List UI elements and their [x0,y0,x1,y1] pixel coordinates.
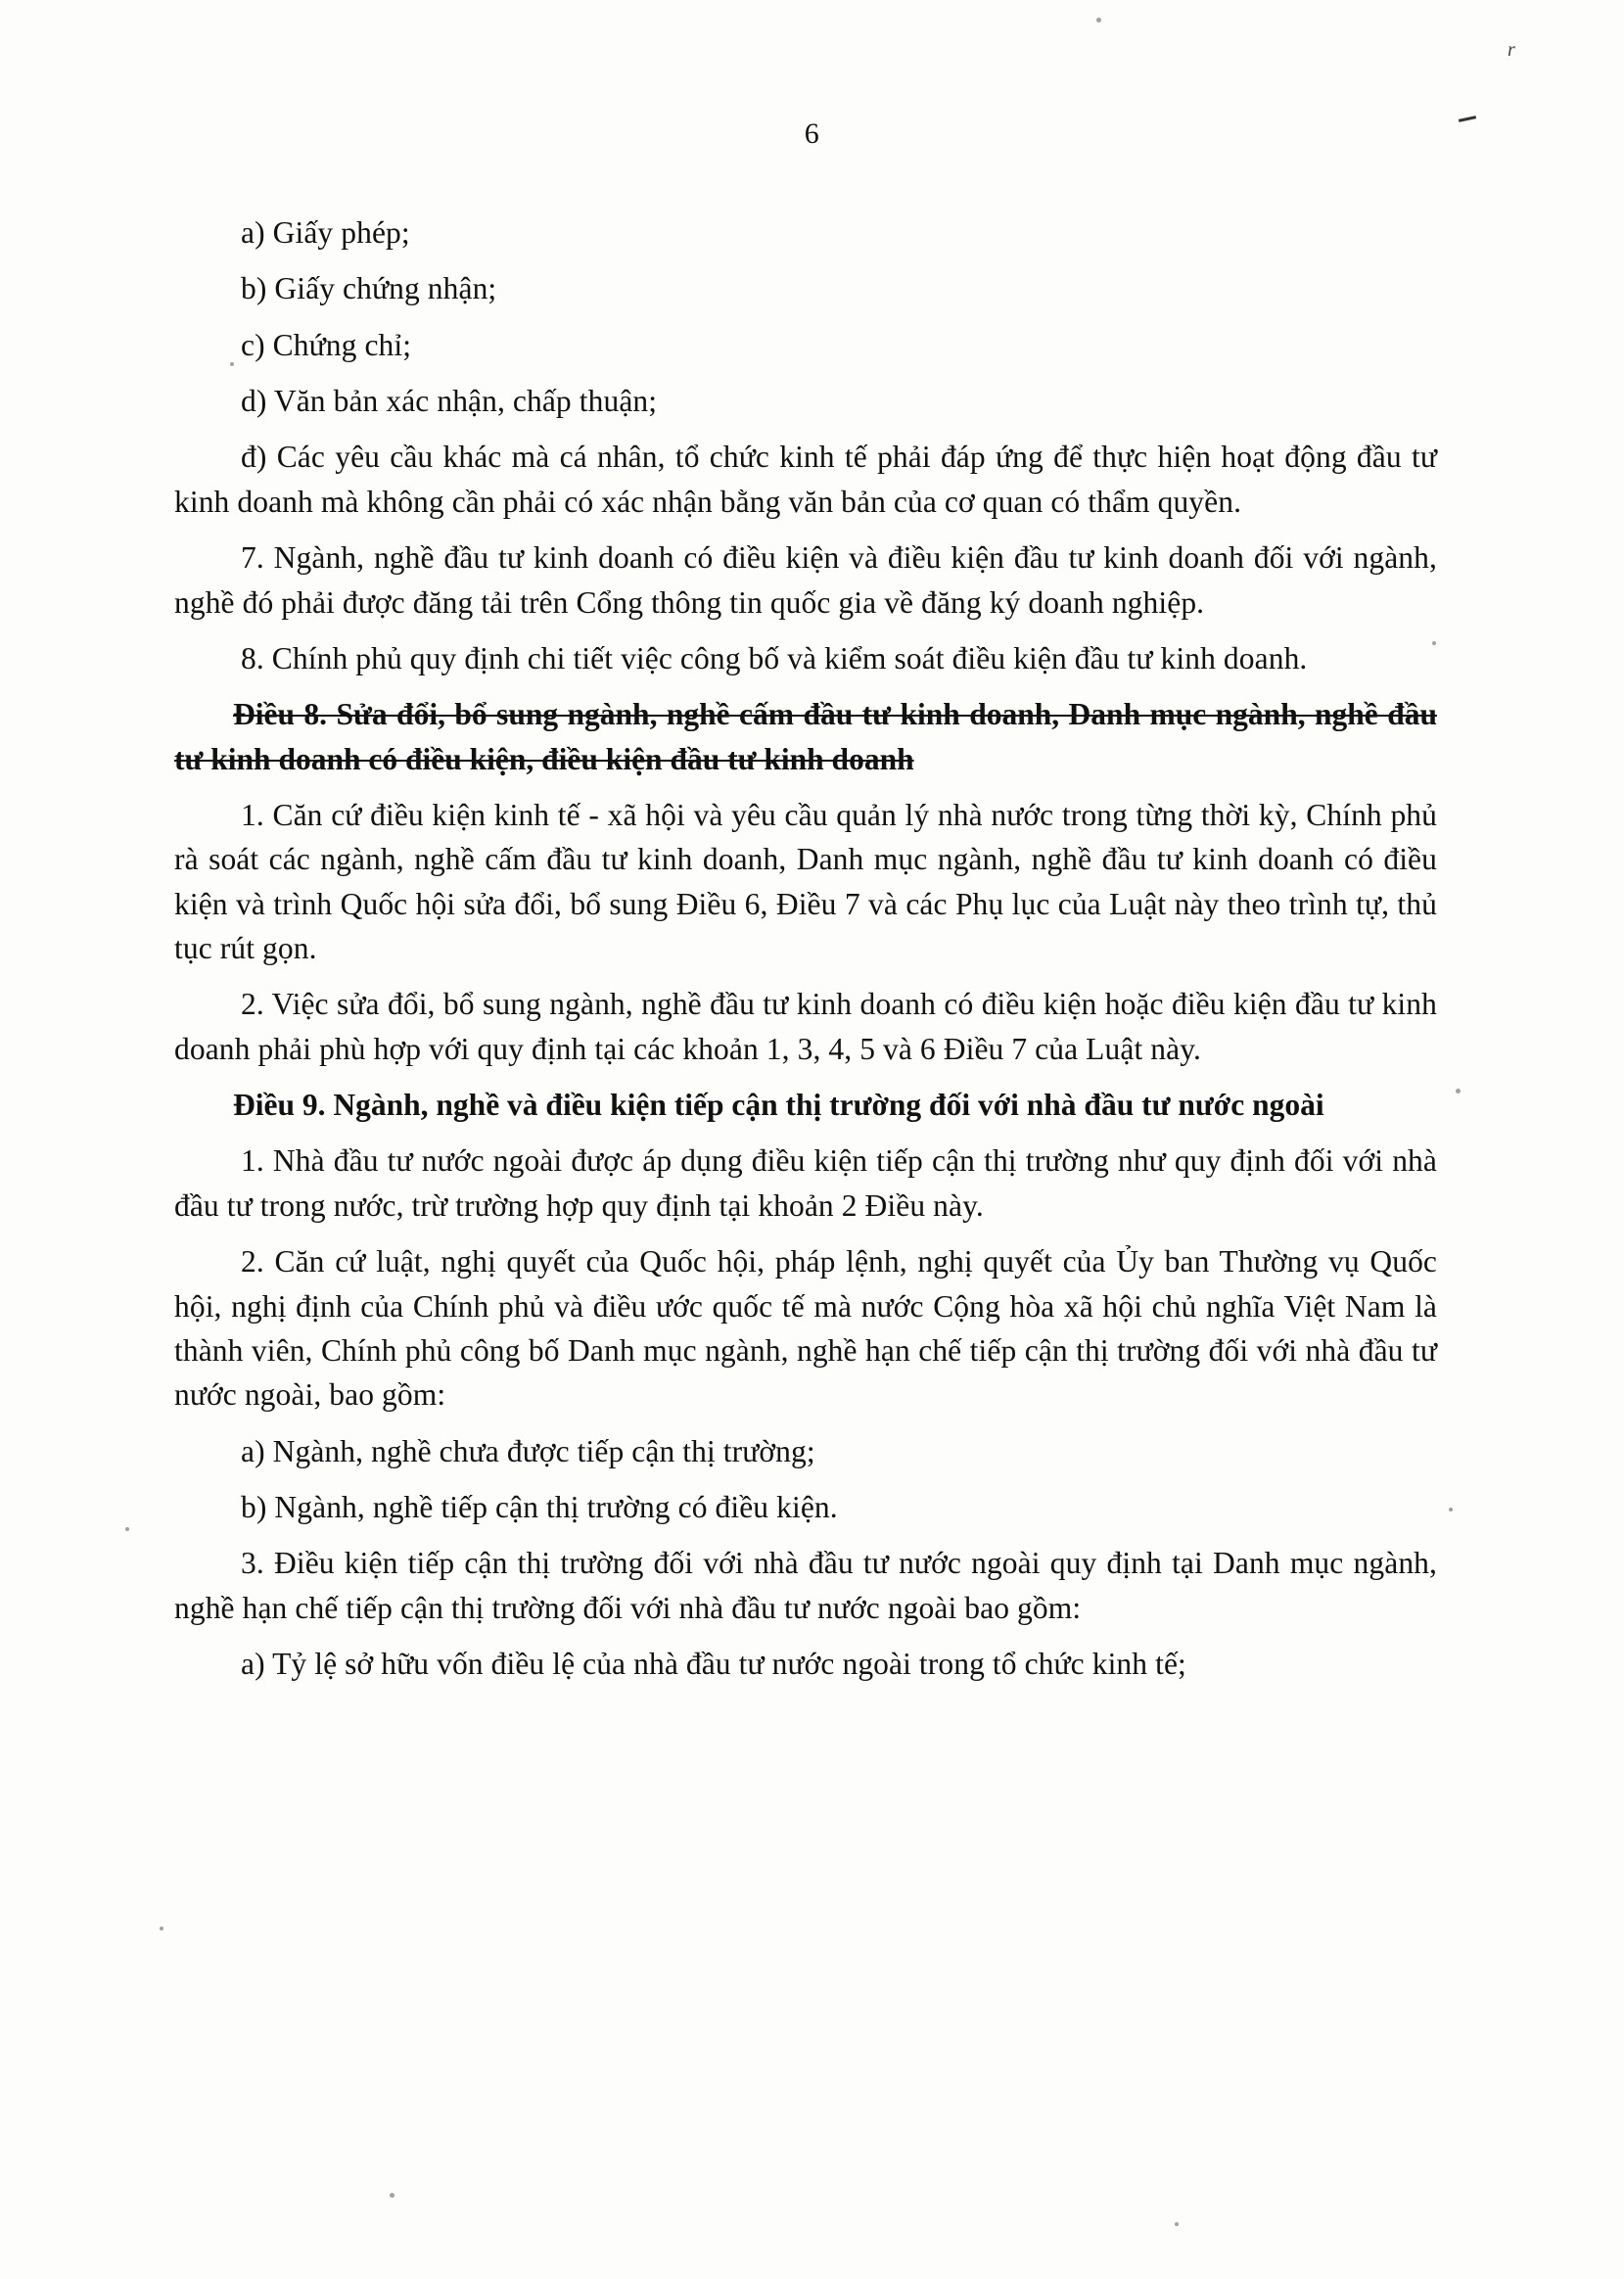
paragraph-a-giay-phep: a) Giấy phép; [241,215,410,250]
document-body [174,210,1437,1698]
paragraph-b-giay-chung-nhan: b) Giấy chứng nhận; [241,271,497,306]
scan-speck [1456,1089,1461,1093]
scan-speck [1175,2222,1179,2226]
page-number: 6 [804,117,820,150]
paragraph-dieu-9-khoan-2-b: b) Ngành, nghề tiếp cận thị trường có điều kiện. [241,1489,838,1524]
scan-speck [125,1527,129,1531]
scan-speck [1096,18,1101,23]
paragraph-c-chung-chi: c) Chứng chỉ; [241,327,412,362]
paragraph-khoan-7: 7. Ngành, nghề đầu tư kinh doanh có điều kiện và điều kiện đầu tư kinh doanh đối với ngành, nghề đó phải được đăng tải trên Cổng thông tin quốc gia về đăng ký doanh nghiệp. [174,540,1437,620]
paragraph-dieu-8-khoan-1: 1. Căn cứ điều kiện kinh tế - xã hội và yêu cầu quản lý nhà nước trong từng thời kỳ, Chính phủ rà soát các ngành, nghề cấm đầu tư kinh doanh, Danh mục ngành, nghề đầu tư kinh doanh có điều kiện và trình Quốc hội sửa đổi, bổ sung Điều 6, Điều 7 và các Phụ lục của Luật này theo trình tự, thủ tục rút gọn. [174,797,1437,966]
scan-speck [160,1927,163,1930]
scan-speck [230,362,234,366]
scan-speck [390,2193,394,2198]
paragraph-dieu-9-khoan-3-a: a) Tỷ lệ sở hữu vốn điều lệ của nhà đầu tư nước ngoài trong tổ chức kinh tế; [241,1647,1186,1682]
paragraph-dieu-9-khoan-1: 1. Nhà đầu tư nước ngoài được áp dụng điều kiện tiếp cận thị trường như quy định đối với nhà đầu tư trong nước, trừ trường hợp quy định tại khoản 2 Điều này. [174,1143,1437,1223]
paragraph-dd-cac-yeu-cau-khac: đ) Các yêu cầu khác mà cá nhân, tổ chức kinh tế phải đáp ứng để thực hiện hoạt động đầu tư kinh doanh mà không cần phải có xác nhận bằng văn bản của cơ quan có thẩm quyền. [174,440,1437,519]
paragraph-khoan-8: 8. Chính phủ quy định chi tiết việc công bố và kiểm soát điều kiện đầu tư kinh doanh. [241,640,1308,675]
paragraph-dieu-8-khoan-2: 2. Việc sửa đổi, bổ sung ngành, nghề đầu tư kinh doanh có điều kiện hoặc điều kiện đầu tư kinh doanh phải phù hợp với quy định tại các khoản 1, 3, 4, 5 và 6 Điều 7 của Luật này. [174,987,1437,1066]
paragraph-dieu-9-khoan-2: 2. Căn cứ luật, nghị quyết của Quốc hội, pháp lệnh, nghị quyết của Ủy ban Thường vụ Quốc hội, nghị định của Chính phủ và điều ước quốc tế mà nước Cộng hòa xã hội chủ nghĩa Việt Nam là thành viên, Chính phủ công bố Danh mục ngành, nghề hạn chế tiếp cận thị trường đối với nhà đầu tư nước ngoài, bao gồm: [174,1244,1437,1413]
scan-speck [1449,1508,1453,1512]
paragraph-dieu-9-khoan-3: 3. Điều kiện tiếp cận thị trường đối với nhà đầu tư nước ngoài quy định tại Danh mục ngành, nghề hạn chế tiếp cận thị trường đối với nhà đầu tư nước ngoài bao gồm: [174,1546,1437,1625]
margin-annotation-icon: r [1508,39,1515,61]
paragraph-dieu-9-khoan-2-a: a) Ngành, nghề chưa được tiếp cận thị trường; [241,1433,815,1468]
heading-dieu-8: Điều 8. Sửa đổi, bổ sung ngành, nghề cấm đầu tư kinh doanh, Danh mục ngành, nghề đầu tư kinh doanh có điều kiện, điều kiện đầu tư kinh doanh [174,697,1437,776]
paragraph-d-van-ban-xac-nhan: d) Văn bản xác nhận, chấp thuận; [241,384,658,419]
scan-speck [1432,641,1436,645]
heading-dieu-9: Điều 9. Ngành, nghề và điều kiện tiếp cận thị trường đối với nhà đầu tư nước ngoài [233,1088,1324,1123]
